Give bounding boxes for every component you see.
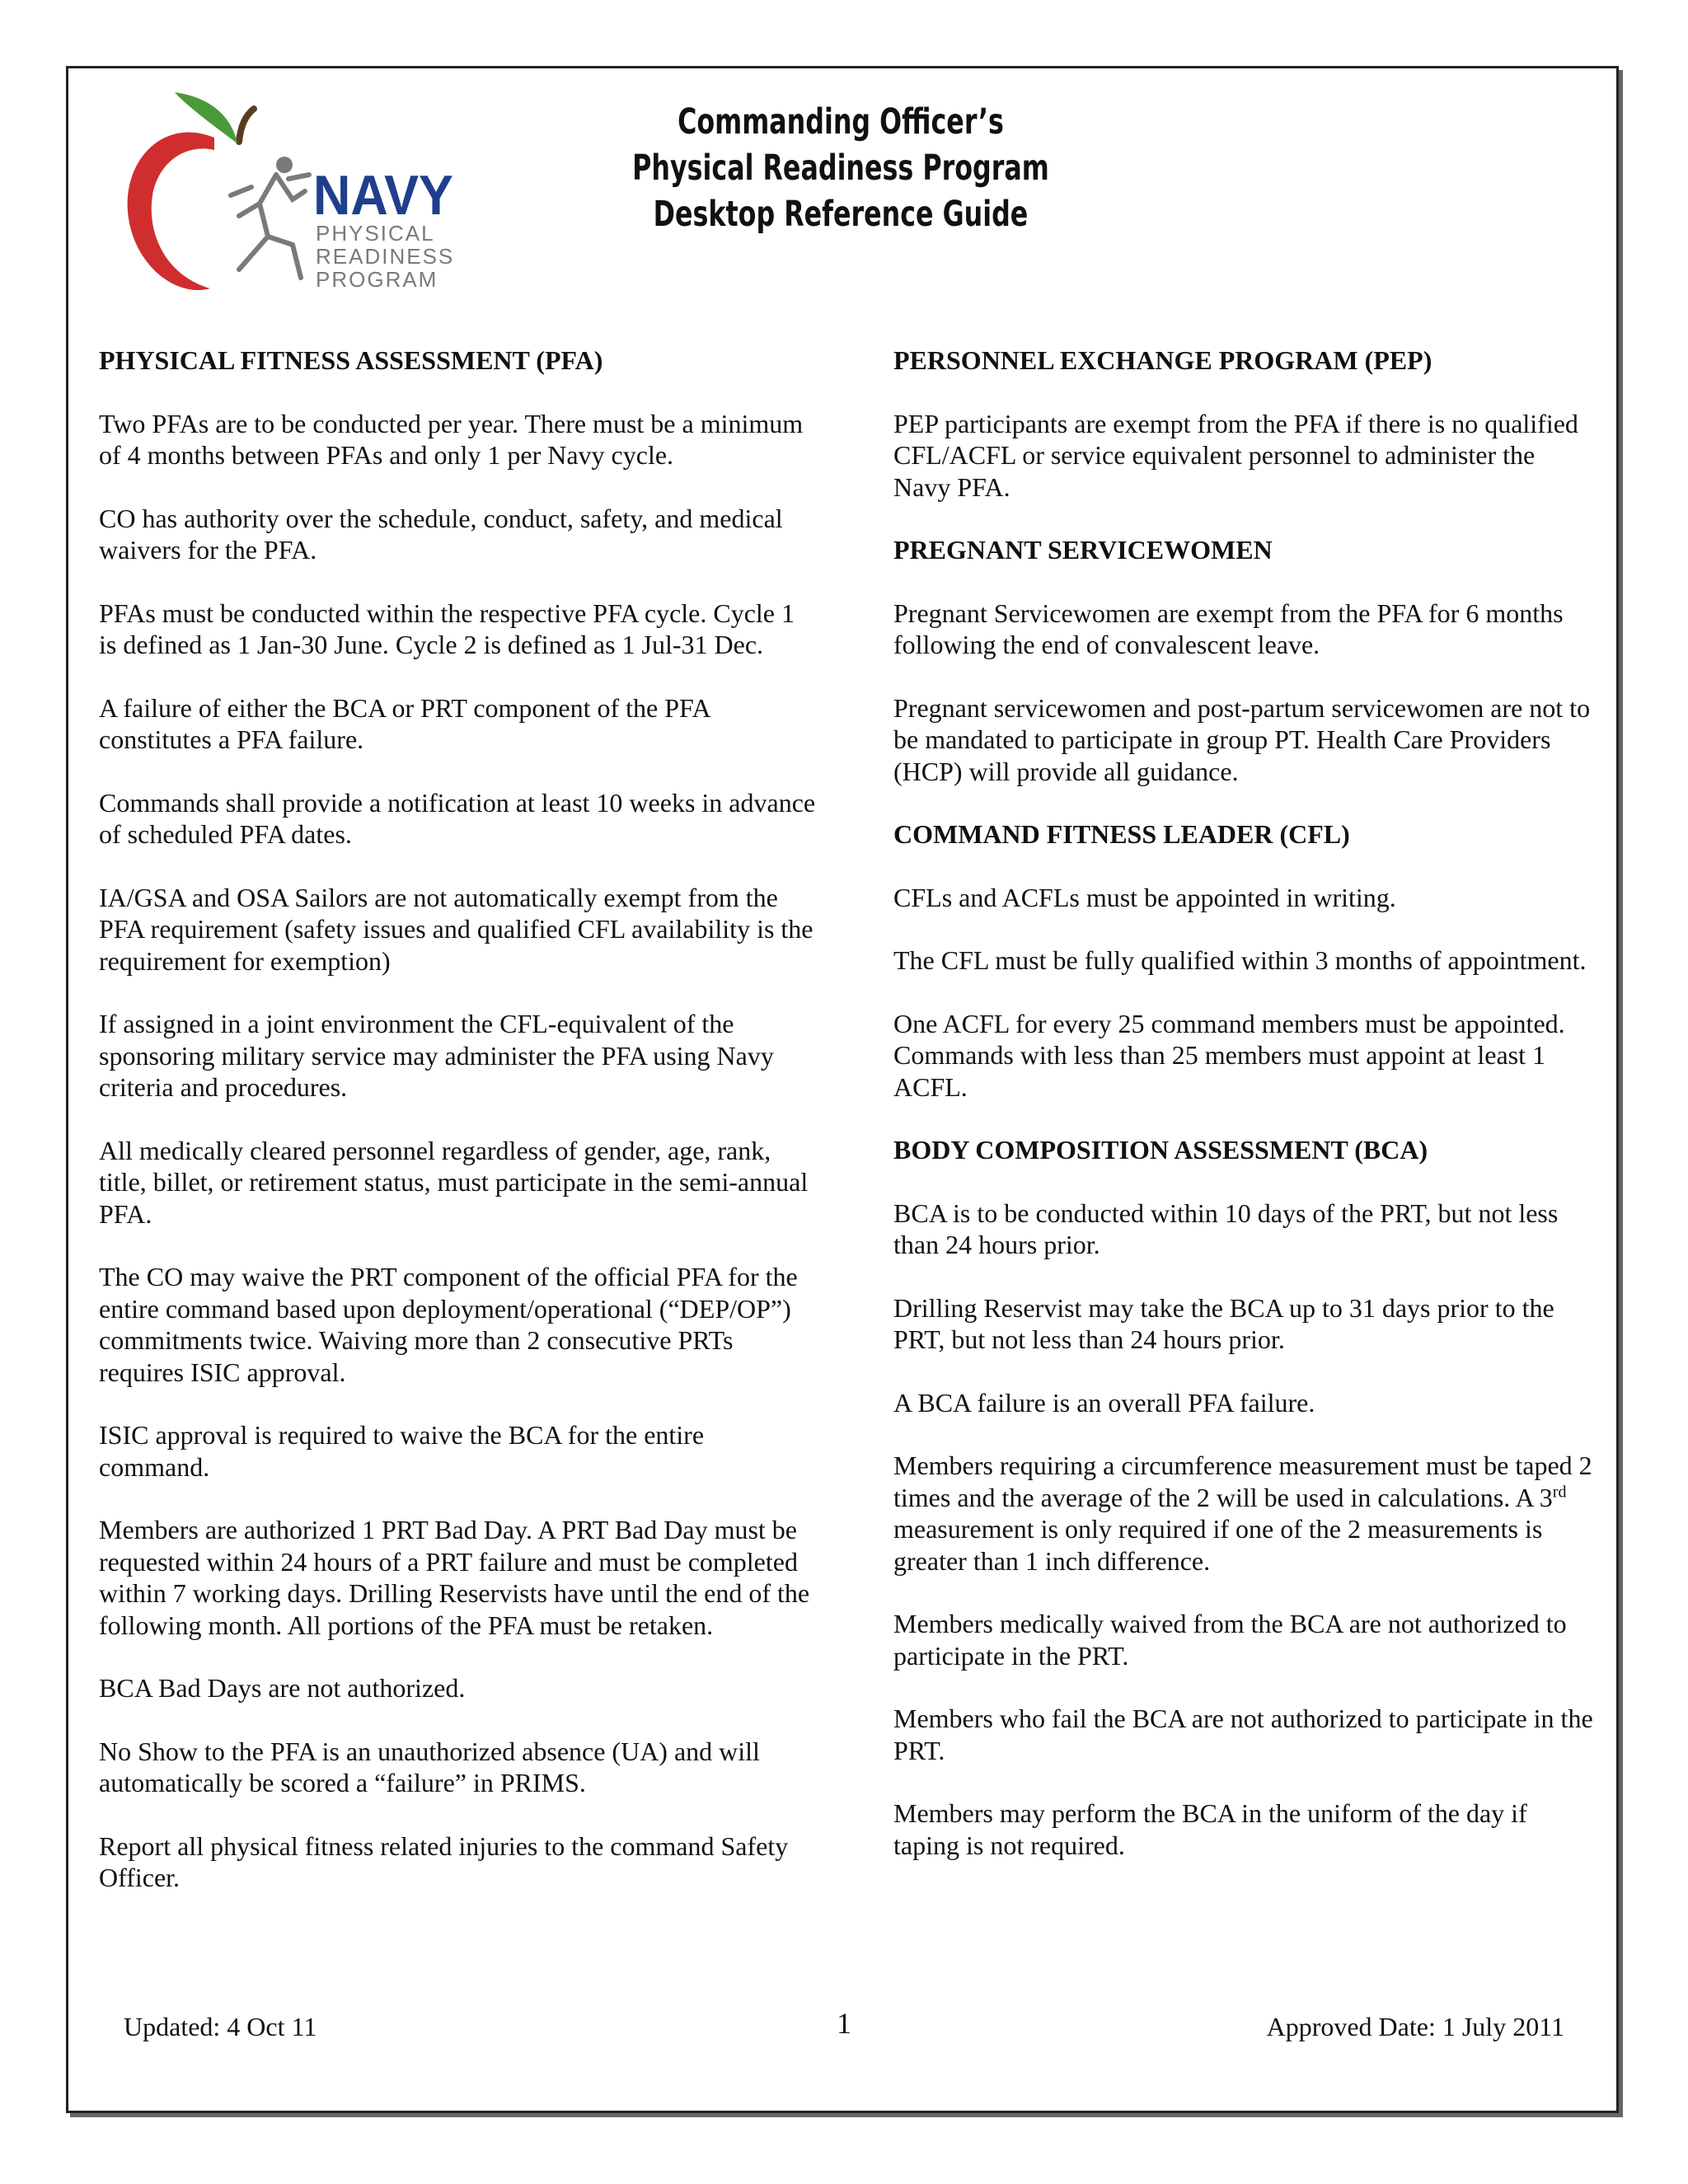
pfa-heading: PHYSICAL FITNESS ASSESSMENT (PFA) [99, 345, 603, 375]
left-column [99, 344, 816, 1925]
navy-prp-logo [115, 92, 462, 297]
ordinal-suffix: rd [1552, 1482, 1567, 1501]
bca-text-part: measurement is only required if one of the 2 measurements is greater than 1 inch difference. [893, 1514, 1543, 1576]
pfa-paragraph: Commands shall provide a notification at least 10 weeks in advance of scheduled PFA dates. [99, 787, 816, 849]
title-line-3: Desktop Reference Guide [653, 194, 1029, 235]
bca-paragraph [893, 1450, 1594, 1577]
cfl-heading: COMMAND FITNESS LEADER (CFL) [893, 819, 1350, 849]
apple-runner-logo-icon [115, 92, 462, 297]
pregnant-paragraph: Pregnant Servicewomen are exempt from the PFA for 6 months following the end of convalescent leave. [893, 598, 1564, 659]
bca-heading: BODY COMPOSITION ASSESSMENT (BCA) [893, 1135, 1428, 1165]
bca-paragraph: BCA is to be conducted within 10 days of the PRT, but not less than 24 hours prior. [893, 1197, 1559, 1259]
cfl-paragraph: One ACFL for every 25 command members must be appointed. Commands with less than 25 members must appoint at least 1 ACFL. [893, 1008, 1565, 1102]
logo-line3-text: PROGRAM [316, 267, 438, 292]
pfa-paragraph: Two PFAs are to be conducted per year. There must be a minimum of 4 months between PFAs and only 1 per Navy cycle. [99, 408, 804, 470]
footer-approved: Approved Date: 1 July 2011 [1266, 2012, 1564, 2041]
bca-paragraph: Members medically waived from the BCA are not authorized to participate in the PRT. [893, 1609, 1567, 1671]
pfa-paragraph: CO has authority over the schedule, conduct, safety, and medical waivers for the PFA. [99, 503, 783, 565]
logo-navy-text: NAVY [313, 164, 453, 227]
pfa-paragraph: A failure of either the BCA or PRT component of the PFA constitutes a PFA failure. [99, 692, 710, 754]
bca-paragraph: Drilling Reservist may take the BCA up to 31 days prior to the PRT, but not less than 24 hours prior. [893, 1292, 1554, 1354]
pfa-paragraph: All medically cleared personnel regardless of gender, age, rank, title, billet, or retirement status, must participate in the semi-annual PFA. [99, 1135, 809, 1229]
right-column [893, 344, 1594, 1892]
pfa-paragraph: BCA Bad Days are not authorized. [99, 1673, 466, 1703]
pfa-paragraph: Members are authorized 1 PRT Bad Day. A PRT Bad Day must be requested within 24 hours of a PRT failure and must be completed within 7 working days. Drilling Reservists have until the end of the following month. All portions of the PFA must be retaken. [99, 1515, 810, 1640]
pregnant-heading: PREGNANT SERVICEWOMEN [893, 535, 1273, 565]
title-line-2: Physical Readiness Program [632, 148, 1049, 189]
bca-paragraph: Members may perform the BCA in the uniform of the day if taping is not required. [893, 1798, 1527, 1860]
pfa-paragraph: Report all physical fitness related injuries to the command Safety Officer. [99, 1830, 789, 1892]
pregnant-paragraph: Pregnant servicewomen and post-partum servicewomen are not to be mandated to participate in group PT. Health Care Providers (HCP) will provide all guidance. [893, 692, 1591, 786]
page-number: 1 [837, 2007, 851, 2040]
pep-heading: PERSONNEL EXCHANGE PROGRAM (PEP) [893, 345, 1432, 375]
document-title [598, 99, 1084, 237]
pfa-paragraph: IA/GSA and OSA Sailors are not automatically exempt from the PFA requirement (safety issues and qualified CFL availability is the requirement for exemption) [99, 882, 814, 976]
bca-paragraph: A BCA failure is an overall PFA failure. [893, 1387, 1315, 1418]
title-line-1: Commanding Officer’s [678, 101, 1004, 143]
logo-line2-text: READINESS [316, 244, 455, 269]
pfa-paragraph: PFAs must be conducted within the respective PFA cycle. Cycle 1 is defined as 1 Jan-30 June. Cycle 2 is defined as 1 Jul-31 Dec. [99, 598, 795, 659]
pep-paragraph: PEP participants are exempt from the PFA if there is no qualified CFL/ACFL or service equivalent personnel to administer the Navy PFA. [893, 408, 1578, 502]
pfa-paragraph: ISIC approval is required to waive the BCA for the entire command. [99, 1420, 705, 1482]
cfl-paragraph: The CFL must be fully qualified within 3 months of appointment. [893, 945, 1587, 975]
pfa-paragraph: The CO may waive the PRT component of the official PFA for the entire command based upon deployment/operational (“DEP/OP”) commitments twice. Waiving more than 2 consecutive PRTs requires ISIC approval. [99, 1262, 798, 1387]
bca-paragraph: Members who fail the BCA are not authorized to participate in the PRT. [893, 1704, 1593, 1765]
cfl-paragraph: CFLs and ACFLs must be appointed in writing. [893, 882, 1396, 912]
pfa-paragraph: No Show to the PFA is an unauthorized absence (UA) and will automatically be scored a “failure” in PRIMS. [99, 1736, 760, 1797]
logo-line1-text: PHYSICAL [316, 221, 435, 246]
bca-text-part: Members requiring a circumference measurement must be taped 2 times and the average of the 2 will be used in calculations. A 3 [893, 1451, 1592, 1512]
footer-updated: Updated: 4 Oct 11 [124, 2012, 317, 2041]
pfa-paragraph: If assigned in a joint environment the CFL-equivalent of the sponsoring military service may administer the PFA using Navy criteria and procedures. [99, 1009, 774, 1102]
